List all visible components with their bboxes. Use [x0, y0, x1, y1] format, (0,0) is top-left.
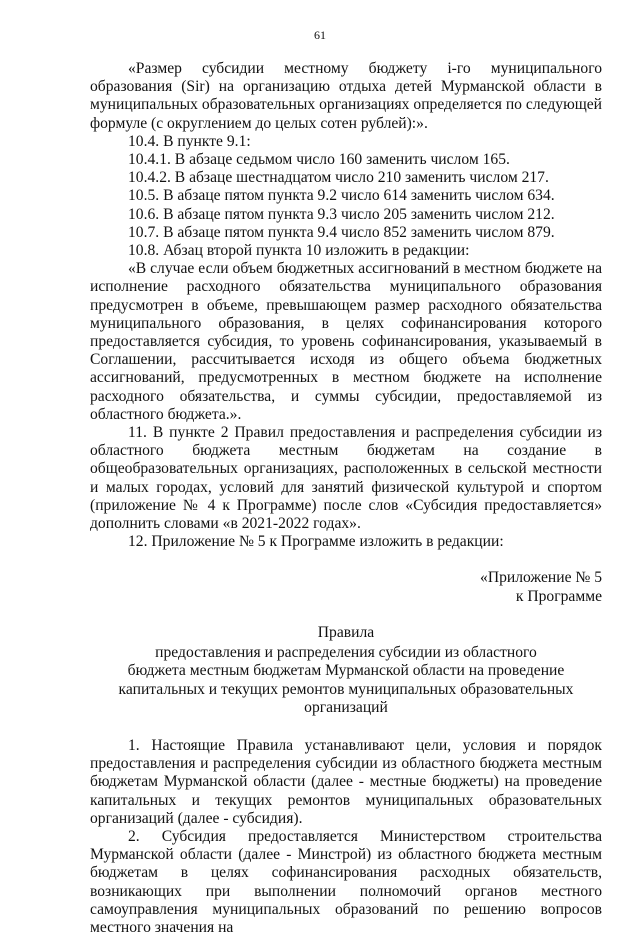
- paragraph-10-8: 10.8. Абзац второй пункта 10 изложить в редакции:: [128, 242, 470, 260]
- page-number: 61: [314, 28, 326, 42]
- rules-paragraph-1: 1. Настоящие Правила устанавливают цели, условия и порядок предоставления и распределения субсидии из областного бюджета местным бюджетам Мурманской области (далее - местные бюджеты) на проведение капитальных и текущих ремонтов муниципальных образовательных организаций (далее - субсидия).: [90, 736, 602, 827]
- paragraph-12: 12. Приложение № 5 к Программе изложить в редакции:: [128, 533, 504, 551]
- paragraph-11: 11. В пункте 2 Правил предоставления и распределения субсидии из областного бюджета местным бюджетам на создание в общеобразовательных организациях, расположенных в сельской местности и малых городах, условий для занятий физической культурой и спортом (приложение № 4 к Программе) после слов «Субсидия предоставляется» дополнить словами «в 2021-2022 годах».: [90, 424, 602, 533]
- paragraph-10-4: 10.4. В пункте 9.1:: [128, 132, 251, 150]
- rules-subtitle-line-2: бюджета местным бюджетам Мурманской области на проведение: [127, 662, 565, 680]
- rules-subtitle-line-3: капитальных и текущих ремонтов муниципальных образовательных: [118, 680, 574, 698]
- paragraph-10-4-1: 10.4.1. В абзаце седьмом число 160 заменить числом 165.: [128, 151, 510, 169]
- rules-subtitle-line-1: предоставления и распределения субсидии из областного: [155, 644, 537, 662]
- rules-paragraph-2: 2. Субсидия предоставляется Министерством строительства Мурманской области (далее - Минстрой) из областного бюджета местным бюджетам в целях софинансирования расходных обязательств, возникающих при выполнении полномочий органов местного самоуправления муниципальных образований по решению вопросов местного значения на: [90, 827, 602, 936]
- appendix-line-2: к Программе: [515, 587, 602, 605]
- appendix-header: [90, 569, 602, 605]
- paragraph-10-5: 10.5. В абзаце пятом пункта 9.2 число 614 заменить числом 634.: [128, 187, 555, 205]
- rules-heading: [90, 624, 602, 717]
- paragraph-10-7: 10.7. В абзаце пятом пункта 9.4 число 852 заменить числом 879.: [128, 223, 555, 241]
- rules-subtitle-line-4: организаций: [304, 698, 388, 716]
- rules-title: Правила: [317, 623, 375, 641]
- appendix-line-1: «Приложение № 5: [480, 569, 602, 587]
- paragraph-10-4-2: 10.4.2. В абзаце шестнадцатом число 210 заменить числом 217.: [128, 169, 549, 187]
- paragraph-10-6: 10.6. В абзаце пятом пункта 9.3 число 205 заменить числом 212.: [128, 205, 555, 223]
- paragraph-subsidy-size: «Размер субсидии местному бюджету i-го муниципального образования (Sir) на организацию отдыха детей Мурманской области в муниципальных образовательных организациях определяется по следующей формуле (с округлением до целых сотен рублей):».: [90, 60, 602, 132]
- paragraph-cofinancing: «В случае если объем бюджетных ассигнований в местном бюджете на исполнение расходного обязательства муниципального образования предусмотрен в объеме, превышающем размер расходного обязательства муниципального образования, в целях софинансирования которого предоставляется субсидия, то уровень софинансирования, указываемый в Соглашении, рассчитывается исходя из общего объема бюджетных ассигнований, предусмотренных в местном бюджете на исполнение расходного обязательства, и суммы субсидии, предоставляемой из областного бюджета.».: [90, 260, 602, 423]
- document-body: [90, 60, 602, 937]
